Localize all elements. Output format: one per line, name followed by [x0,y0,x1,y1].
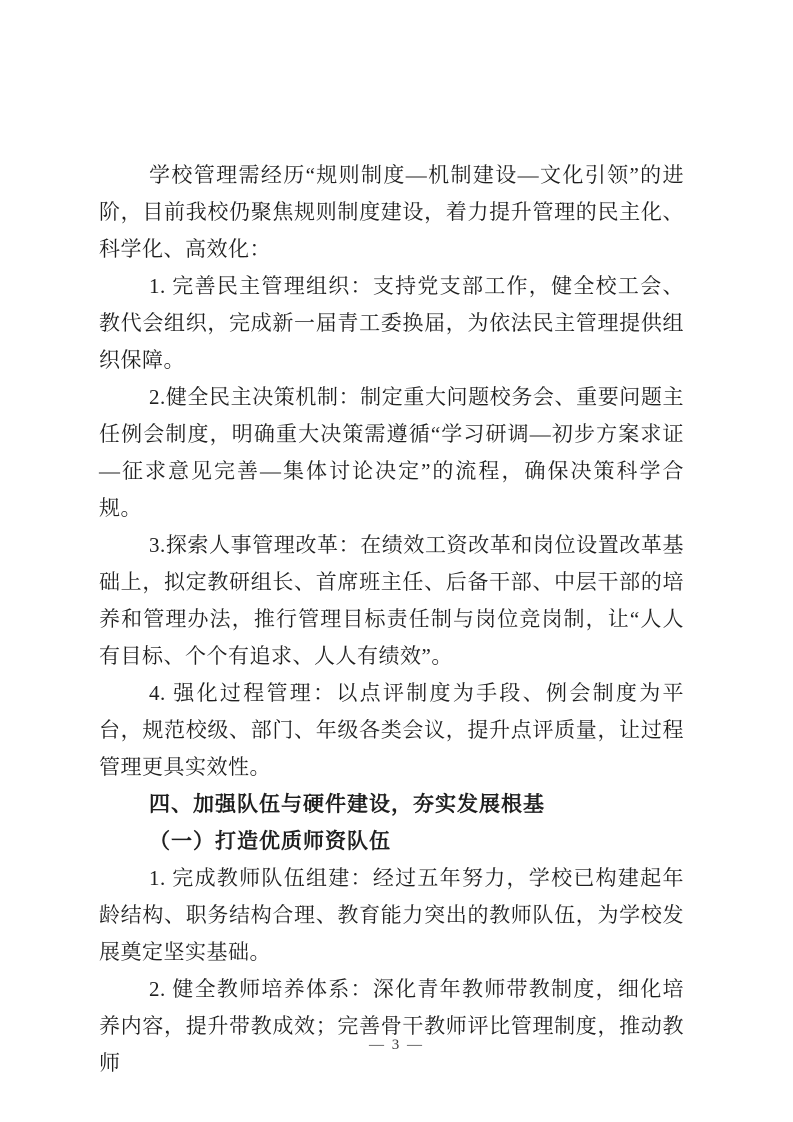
section-heading-level-1: 四、加强队伍与硬件建设，夯实发展根基 [149,793,545,816]
paragraph-item-2-democratic-decision: 2.健全民主决策机制：制定重大问题校务会、重要问题主任例会制度，明确重大决策需遵循“学习研调—初步方案求证—征求意见完善—集体讨论决定”的流程，确保决策科学合规。 [99,385,684,520]
paragraph-management-intro: 学校管理需经历“规则制度—机制建设—文化引领”的进阶，目前我校仍聚焦规则制度建设，着力提升管理的民主化、科学化、高效化： [99,163,684,261]
paragraph-item-2-teacher-training: 2. 健全教师培养体系：深化青年教师带教制度，细化培养内容，提升带教成效；完善骨干教师评比管理制度，推动教师 [99,977,684,1075]
page-number: — 3 — [369,1037,424,1053]
paragraph-item-1-democratic-organization: 1. 完善民主管理组织：支持党支部工作，健全校工会、教代会组织，完成新一届青工委换届，为依法民主管理提供组织保障。 [99,274,684,372]
paragraph-item-1-teacher-team: 1. 完成教师队伍组建：经过五年努力，学校已构建起年龄结构、职务结构合理、教育能力突出的教师队伍，为学校发展奠定坚实基础。 [99,866,684,964]
section-heading-level-2: （一）打造优质师资队伍 [149,829,391,853]
page-footer [0,1034,793,1056]
paragraph-item-3-personnel-reform: 3.探索人事管理改革：在绩效工资改革和岗位设置改革基础上，拟定教研组长、首席班主任、后备干部、中层干部的培养和管理办法，推行管理目标责任制与岗位竞岗制，让“人人有目标、个个有追求、人人有绩效”。 [99,533,684,668]
paragraph-item-4-process-management: 4. 强化过程管理：以点评制度为手段、例会制度为平台，规范校级、部门、年级各类会议，提升点评质量，让过程管理更具实效性。 [99,681,684,779]
document-body [99,157,684,1082]
